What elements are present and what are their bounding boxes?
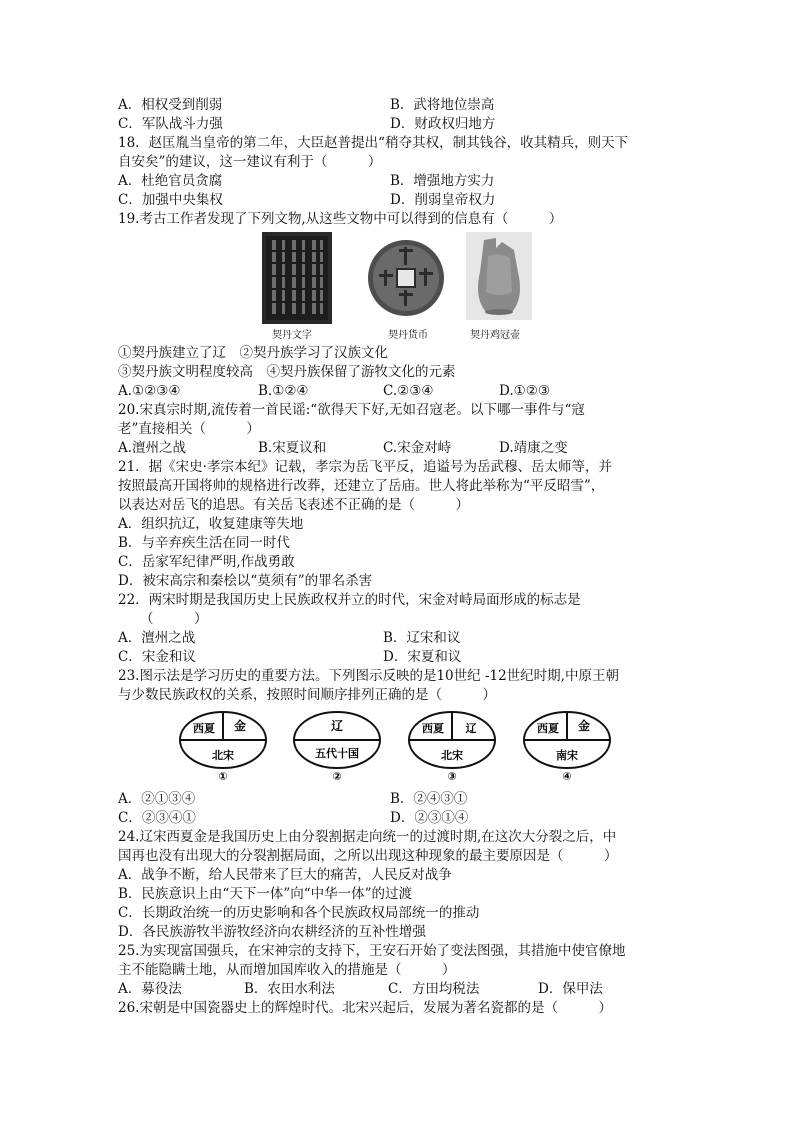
q19-option-b: B.①②④ (258, 383, 309, 399)
q20-stem-line1: 20.宋真宗时期,流传着一首民谣:“欲得天下好,无如召寇老。以下哪一事件与“寇 (118, 402, 585, 418)
q23-stem-line2: 与少数民族政权的关系，按照时间顺序排列正确的是（ ） (118, 687, 496, 703)
q19-stem: 19.考古工作者发现了下列文物,从这些文物中可以得到的信息有（ ） (118, 211, 563, 227)
diagram-1-top-left: 西夏 (193, 722, 215, 735)
q25-option-d: D．保甲法 (538, 981, 603, 997)
q20-option-a: A.澶州之战 (118, 440, 187, 456)
q18-stem-line1: 18．赵匡胤当皇帝的第二年，大臣赵普提出“稍夺其权，制其钱谷，收其精兵，则天下 (118, 135, 629, 151)
q19-statements-line2: ③契丹族文明程度较高 ④契丹族保留了游牧文化的元素 (118, 364, 456, 380)
q21-stem-line3: 以表达对岳飞的追思。有关岳飞表述不正确的是（ ） (118, 497, 469, 513)
diagram-1-number: ① (218, 770, 228, 783)
diagram-2 (292, 708, 382, 784)
q19-statements-line1: ①契丹族建立了辽 ②契丹族学习了汉族文化 (118, 345, 388, 361)
khitan-script-image (262, 232, 332, 324)
q17-option-a: A．相权受到削弱 (118, 97, 223, 113)
diagram-4-bottom: 南宋 (556, 749, 578, 762)
caption-khitan-pot: 契丹鸡冠壶 (470, 330, 520, 341)
q25-option-a: A．募役法 (118, 981, 182, 997)
diagram-3-top-left: 西夏 (422, 722, 444, 735)
diagram-2-number: ② (332, 770, 342, 783)
q23-stem-line1: 23.图示法是学习历史的重要方法。下列图示反映的是10世纪 -12世纪时期,中原王朝 (118, 668, 619, 684)
diagram-2-bottom: 五代十国 (315, 747, 359, 760)
q23-option-a: A．②①③④ (118, 791, 196, 807)
diagram-3-bottom: 北宋 (441, 749, 463, 762)
khitan-coin-image (366, 238, 446, 318)
q19-option-c: C.②③④ (383, 383, 434, 399)
q22-option-c: C．宋金和议 (118, 649, 196, 665)
q24-option-b: B．民族意识上由“天下一体”向“中华一体”的过渡 (118, 886, 413, 902)
q17-option-b: B．武将地位崇高 (390, 97, 495, 113)
q21-option-d: D．被宋高宗和秦桧以“莫须有”的罪名杀害 (118, 573, 373, 589)
q20-option-d: D.靖康之变 (499, 440, 568, 456)
q21-stem-line1: 21．据《宋史·孝宗本纪》记载，孝宗为岳飞平反，追谥号为岳武穆、岳太师等，并 (118, 459, 612, 475)
q20-stem-line2: 老”直接相关（ ） (118, 421, 260, 437)
q22-option-d: D．宋夏和议 (383, 649, 462, 665)
q21-option-b: B．与辛弃疾生活在同一时代 (118, 535, 290, 551)
diagram-4-top-left: 西夏 (537, 722, 559, 735)
q22-stem-line2: （ ） (140, 611, 208, 627)
q25-stem-line1: 25.为实现富国强兵，在宋神宗的支持下，王安石开始了变法图强，其措施中使官僚地 (118, 943, 626, 959)
diagram-1-bottom: 北宋 (212, 749, 234, 762)
q18-option-d: D．削弱皇帝权力 (390, 192, 496, 208)
q23-option-b: B．②④③① (390, 791, 468, 807)
q20-option-c: C.宋金对峙 (383, 440, 452, 456)
q17-option-d: D．财政权归地方 (390, 116, 496, 132)
q22-stem-line1: 22．两宋时期是我国历史上民族政权并立的时代，宋金对峙局面形成的标志是 (118, 592, 581, 608)
q18-option-b: B．增强地方实力 (390, 173, 495, 189)
q18-stem-line2: 自安矣”的建议，这一建议有利于（ ） (118, 154, 382, 170)
q25-option-c: C．方田均税法 (388, 981, 480, 997)
q22-option-b: B．辽宋和议 (383, 630, 461, 646)
diagram-3 (407, 708, 497, 784)
q21-stem-line2: 按照最高开国将帅的规格进行改葬，还建立了岳庙。世人将此举称为“平反昭雪”， (118, 478, 605, 494)
q24-option-d: D．各民族游牧半游牧经济向农耕经济的互补性增强 (118, 924, 426, 940)
q19-option-a: A.①②③④ (118, 383, 181, 399)
diagram-4 (522, 708, 612, 784)
q21-option-a: A．组织抗辽，收复建康等失地 (118, 516, 304, 532)
q18-option-c: C．加强中央集权 (118, 192, 223, 208)
q23-option-d: D．②③①④ (390, 810, 469, 826)
diagram-4-number: ④ (562, 770, 572, 783)
q24-stem-line2: 国再也没有出现大的分裂割据局面，之所以出现这种现象的最主要原因是（ ） (118, 848, 618, 864)
q26-stem: 26.宋朝是中国瓷器史上的辉煌时代。北宋兴起后，发展为著名瓷都的是（ ） (118, 1000, 612, 1016)
q17-option-c: C．军队战斗力强 (118, 116, 223, 132)
diagram-2-top: 辽 (330, 719, 344, 733)
diagram-1 (178, 708, 268, 784)
diagram-1-top-right: 金 (233, 719, 247, 733)
q21-option-c: C．岳家军纪律严明,作战勇敢 (118, 554, 295, 570)
q22-option-a: A．澶州之战 (118, 630, 196, 646)
q24-option-c: C．长期政治统一的历史影响和各个民族政权局部统一的推动 (118, 905, 480, 921)
q20-option-b: B.宋夏议和 (258, 440, 327, 456)
q18-option-a: A．杜绝官员贪腐 (118, 173, 223, 189)
q24-stem-line1: 24.辽宋西夏金是我国历史上由分裂割据走向统一的过渡时期,在这次大分裂之后，中 (118, 829, 617, 845)
diagram-3-top-right: 辽 (465, 722, 477, 735)
q24-option-a: A．战争不断，给人民带来了巨大的痛苦，人民反对战争 (118, 867, 452, 883)
q25-option-b: B．农田水利法 (244, 981, 335, 997)
q25-stem-line2: 主不能隐瞒土地，从而增加国库收入的措施是（ ） (118, 962, 456, 978)
khitan-cockscomb-pot-image (466, 232, 532, 320)
q19-option-d: D.①②③ (499, 383, 550, 399)
caption-khitan-script: 契丹文字 (272, 330, 312, 341)
diagram-3-number: ③ (447, 770, 457, 783)
q23-option-c: C．②③④① (118, 810, 196, 826)
caption-khitan-coin: 契丹货币 (388, 330, 428, 341)
diagram-4-top-right: 金 (577, 719, 591, 733)
